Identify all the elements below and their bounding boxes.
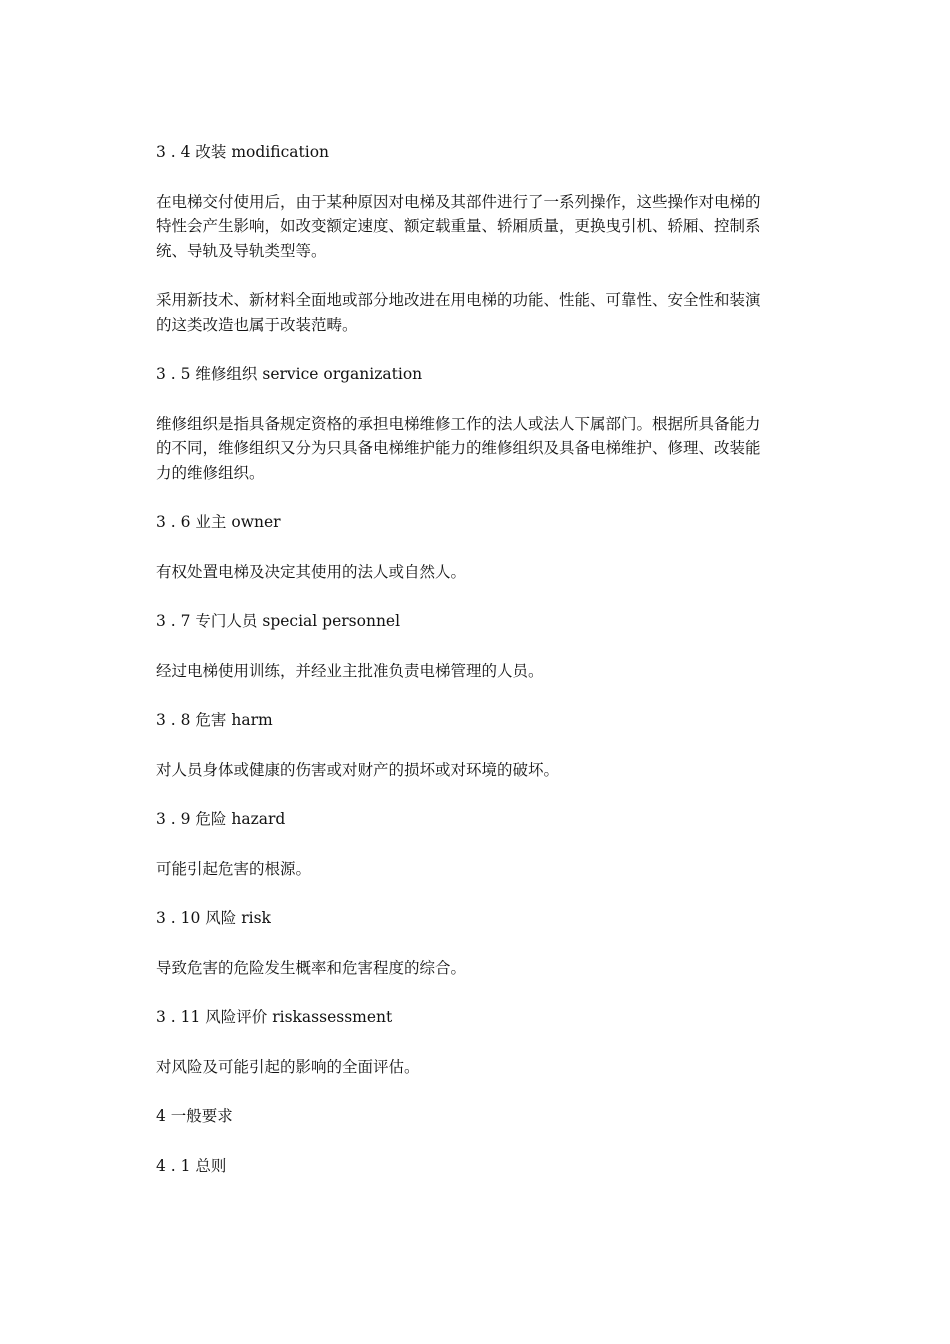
- paragraph-3-7-definition: 经过电梯使用训练，并经业主批准负责电梯管理的人员。: [156, 661, 544, 680]
- paragraph-line: 在电梯交付使用后，由于某种原因对电梯及其部件进行了一系列操作，这些操作对电梯的: [156, 192, 761, 211]
- section-heading-3-8: 3 . 8 危害 harm: [156, 711, 273, 729]
- section-heading-3-11: 3 . 11 风险评价 riskassessment: [156, 1008, 393, 1026]
- paragraph-line: 统、导轨及导轨类型等。: [156, 241, 327, 260]
- paragraph-3-4-definition: [156, 190, 808, 264]
- section-heading-3-5: 3 . 5 维修组织 service organization: [156, 365, 423, 383]
- section-heading-3-10: 3 . 10 风险 risk: [156, 909, 271, 927]
- paragraph-3-9-definition: 可能引起危害的根源。: [156, 859, 312, 878]
- section-heading-3-6: 3 . 6 业主 owner: [156, 513, 281, 531]
- section-heading-3-9: 3 . 9 危险 hazard: [156, 810, 286, 828]
- paragraph-line: 力的维修组织。: [156, 463, 265, 482]
- section-heading-3-4: 3 . 4 改装 modification: [156, 143, 330, 161]
- paragraph-line: 的这类改造也属于改装范畴。: [156, 315, 358, 334]
- section-heading-4-1: 4 . 1 总则: [156, 1156, 227, 1175]
- paragraph-3-4-scope: [156, 288, 808, 337]
- paragraph-3-6-definition: 有权处置电梯及决定其使用的法人或自然人。: [156, 562, 467, 581]
- paragraph-line: 维修组织是指具备规定资格的承担电梯维修工作的法人或法人下属部门。根据所具备能力: [156, 414, 761, 433]
- paragraph-line: 的不同，维修组织又分为只具备电梯维护能力的维修组织及具备电梯维护、修理、改装能: [156, 439, 761, 457]
- section-heading-4: 4 一般要求: [156, 1107, 233, 1125]
- document-page: [156, 140, 808, 1203]
- paragraph-3-8-definition: 对人员身体或健康的伤害或对财产的损坏或对环境的破坏。: [156, 760, 560, 779]
- paragraph-line: 采用新技术、新材料全面地或部分地改进在用电梯的功能、性能、可靠性、安全性和装演: [156, 291, 761, 309]
- paragraph-3-10-definition: 导致危害的危险发生概率和危害程度的综合。: [156, 958, 467, 977]
- paragraph-3-11-definition: 对风险及可能引起的影响的全面评估。: [156, 1057, 420, 1076]
- section-heading-3-7: 3 . 7 专门人员 special personnel: [156, 612, 401, 630]
- paragraph-3-5-definition: [156, 412, 808, 486]
- paragraph-line: 特性会产生影响，如改变额定速度、额定载重量、轿厢质量，更换曳引机、轿厢、控制系: [156, 217, 761, 235]
